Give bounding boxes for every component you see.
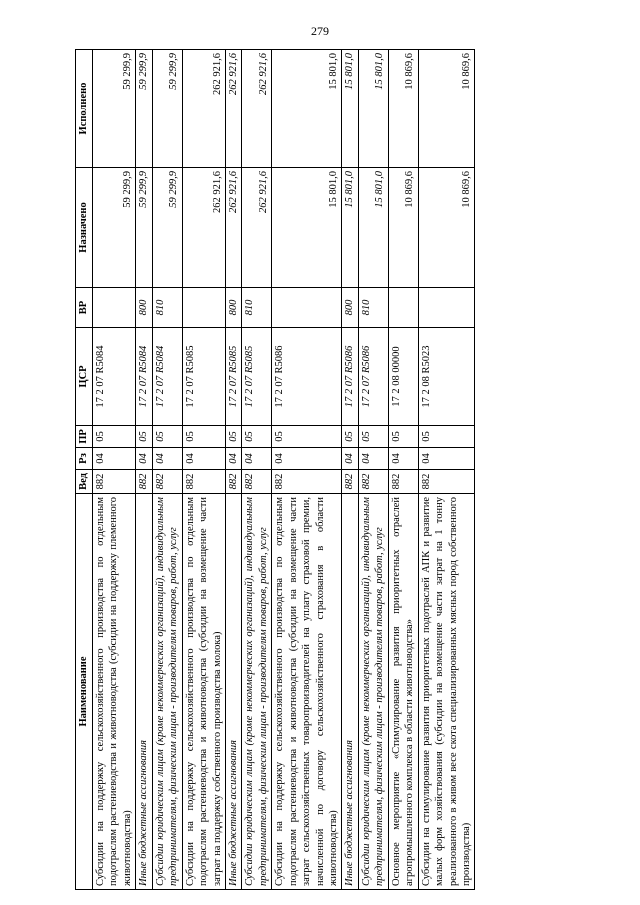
row-pr-cell: 05 bbox=[342, 426, 358, 448]
row-assigned-cell: 262 921,6 bbox=[225, 168, 241, 288]
row-vr-cell bbox=[388, 288, 418, 328]
row-ved-cell: 882 bbox=[272, 470, 342, 494]
row-rz-cell: 04 bbox=[93, 448, 136, 470]
row-assigned-cell: 10 869,6 bbox=[418, 168, 475, 288]
row-csr-cell: 17 2 08 00000 bbox=[388, 328, 418, 426]
row-pr-cell: 05 bbox=[93, 426, 136, 448]
row-executed-cell: 262 921,6 bbox=[225, 50, 241, 168]
row-rz-cell: 04 bbox=[272, 448, 342, 470]
row-assigned-cell: 15 801,0 bbox=[358, 168, 388, 288]
row-name-cell: Субсидии на стимулирование развития приоритетных подотраслей АПК и развитие малых форм хозяйствования (субсидии на возмещение части затрат на 1 тонну реализованного в живом весе скота специализированных мясных пород собственного производства) bbox=[418, 494, 475, 890]
table-row bbox=[225, 50, 241, 890]
row-ved-cell: 882 bbox=[342, 470, 358, 494]
row-ved-cell: 882 bbox=[358, 470, 388, 494]
page-number: 279 bbox=[311, 24, 329, 38]
row-ved-cell: 882 bbox=[182, 470, 225, 494]
row-ved-cell: 882 bbox=[225, 470, 241, 494]
table-row bbox=[152, 50, 182, 890]
row-executed-cell: 10 869,6 bbox=[388, 50, 418, 168]
row-vr-cell: 800 bbox=[225, 288, 241, 328]
row-vr-cell bbox=[93, 288, 136, 328]
table-row bbox=[342, 50, 358, 890]
row-pr-cell: 05 bbox=[358, 426, 388, 448]
budget-table bbox=[75, 49, 475, 890]
row-pr-cell: 05 bbox=[182, 426, 225, 448]
row-executed-cell: 15 801,0 bbox=[358, 50, 388, 168]
row-name-cell: Субсидии юридическим лицам (кроме некоммерческих организаций), индивидуальным предпринимателям, физическим лицам - производителям товаров, работ, услуг bbox=[358, 494, 388, 890]
row-rz-cell: 04 bbox=[388, 448, 418, 470]
row-assigned-cell: 15 801,0 bbox=[272, 168, 342, 288]
header-pr: ПР bbox=[76, 426, 93, 448]
header-assigned: Назначено bbox=[76, 168, 93, 288]
row-assigned-cell: 10 869,6 bbox=[388, 168, 418, 288]
row-rz-cell: 04 bbox=[418, 448, 475, 470]
header-executed: Исполнено bbox=[76, 50, 93, 168]
row-executed-cell: 262 921,6 bbox=[182, 50, 225, 168]
row-assigned-cell: 262 921,6 bbox=[182, 168, 225, 288]
row-vr-cell bbox=[272, 288, 342, 328]
row-rz-cell: 04 bbox=[358, 448, 388, 470]
row-csr-cell: 17 2 08 R5023 bbox=[418, 328, 475, 426]
header-vr: ВР bbox=[76, 288, 93, 328]
table-row bbox=[418, 50, 475, 890]
table-row bbox=[358, 50, 388, 890]
row-csr-cell: 17 2 07 R5086 bbox=[272, 328, 342, 426]
row-csr-cell: 17 2 07 R5084 bbox=[152, 328, 182, 426]
row-pr-cell: 05 bbox=[225, 426, 241, 448]
header-name: Наименование bbox=[76, 494, 93, 890]
table-row bbox=[272, 50, 342, 890]
row-ved-cell: 882 bbox=[418, 470, 475, 494]
row-csr-cell: 17 2 07 R5086 bbox=[342, 328, 358, 426]
row-pr-cell: 05 bbox=[152, 426, 182, 448]
row-executed-cell: 262 921,6 bbox=[242, 50, 272, 168]
header-rz: Рз bbox=[76, 448, 93, 470]
row-name-cell: Основное мероприятие «Стимулирование развития приоритетных отраслей агропромышленного комплекса в области животноводства» bbox=[388, 494, 418, 890]
row-assigned-cell: 262 921,6 bbox=[242, 168, 272, 288]
row-name-cell: Иные бюджетные ассигнования bbox=[342, 494, 358, 890]
row-ved-cell: 882 bbox=[152, 470, 182, 494]
row-ved-cell: 882 bbox=[388, 470, 418, 494]
row-csr-cell: 17 2 07 R5084 bbox=[93, 328, 136, 426]
row-pr-cell: 05 bbox=[388, 426, 418, 448]
row-rz-cell: 04 bbox=[225, 448, 241, 470]
row-name-cell: Субсидии юридическим лицам (кроме некоммерческих организаций), индивидуальным предпринимателям, физическим лицам - производителям товаров, работ, услуг bbox=[152, 494, 182, 890]
row-pr-cell: 05 bbox=[272, 426, 342, 448]
table-header-row bbox=[76, 50, 93, 890]
table-row bbox=[93, 50, 136, 890]
row-assigned-cell: 15 801,0 bbox=[342, 168, 358, 288]
row-csr-cell: 17 2 07 R5084 bbox=[136, 328, 152, 426]
rotated-table-container bbox=[75, 50, 565, 890]
row-name-cell: Иные бюджетные ассигнования bbox=[136, 494, 152, 890]
row-pr-cell: 05 bbox=[418, 426, 475, 448]
row-name-cell: Иные бюджетные ассигнования bbox=[225, 494, 241, 890]
row-csr-cell: 17 2 07 R5086 bbox=[358, 328, 388, 426]
table-row bbox=[242, 50, 272, 890]
row-executed-cell: 59 299,9 bbox=[93, 50, 136, 168]
row-vr-cell: 800 bbox=[136, 288, 152, 328]
row-rz-cell: 04 bbox=[182, 448, 225, 470]
row-executed-cell: 59 299,9 bbox=[136, 50, 152, 168]
row-vr-cell: 800 bbox=[342, 288, 358, 328]
row-rz-cell: 04 bbox=[242, 448, 272, 470]
row-rz-cell: 04 bbox=[136, 448, 152, 470]
header-ved: Вед bbox=[76, 470, 93, 494]
row-name-cell: Субсидии на поддержку сельскохозяйственного производства по отдельным подотраслям растениеводства и животноводства (субсидии на возмещение части затрат на поддержку собственного производства молока) bbox=[182, 494, 225, 890]
row-name-cell: Субсидии юридическим лицам (кроме некоммерческих организаций), индивидуальным предпринимателям, физическим лицам - производителям товаров, работ, услуг bbox=[242, 494, 272, 890]
row-name-cell: Субсидии на поддержку сельскохозяйственного производства по отдельным подотраслям растениеводства и животноводства (субсидии на возмещение части затрат сельскохозяйственных товаропроизводителей на уплату страховой премии, начисленной по договору сельскохозяйственного страхования в области животноводства) bbox=[272, 494, 342, 890]
row-rz-cell: 04 bbox=[152, 448, 182, 470]
row-csr-cell: 17 2 07 R5085 bbox=[182, 328, 225, 426]
table-row bbox=[388, 50, 418, 890]
row-executed-cell: 15 801,0 bbox=[342, 50, 358, 168]
row-ved-cell: 882 bbox=[136, 470, 152, 494]
table-row bbox=[182, 50, 225, 890]
row-pr-cell: 05 bbox=[242, 426, 272, 448]
table-row bbox=[136, 50, 152, 890]
row-vr-cell: 810 bbox=[242, 288, 272, 328]
row-ved-cell: 882 bbox=[93, 470, 136, 494]
row-assigned-cell: 59 299,9 bbox=[136, 168, 152, 288]
row-executed-cell: 10 869,6 bbox=[418, 50, 475, 168]
row-assigned-cell: 59 299,9 bbox=[152, 168, 182, 288]
row-pr-cell: 05 bbox=[136, 426, 152, 448]
row-vr-cell bbox=[182, 288, 225, 328]
row-name-cell: Субсидии на поддержку сельскохозяйственного производства по отдельным подотраслям растениеводства и животноводства (субсидии на поддержку племенного животноводства) bbox=[93, 494, 136, 890]
row-executed-cell: 15 801,0 bbox=[272, 50, 342, 168]
header-csr: ЦСР bbox=[76, 328, 93, 426]
row-vr-cell: 810 bbox=[152, 288, 182, 328]
row-assigned-cell: 59 299,9 bbox=[93, 168, 136, 288]
row-csr-cell: 17 2 07 R5085 bbox=[225, 328, 241, 426]
row-vr-cell: 810 bbox=[358, 288, 388, 328]
row-ved-cell: 882 bbox=[242, 470, 272, 494]
row-vr-cell bbox=[418, 288, 475, 328]
row-rz-cell: 04 bbox=[342, 448, 358, 470]
row-csr-cell: 17 2 07 R5085 bbox=[242, 328, 272, 426]
row-executed-cell: 59 299,9 bbox=[152, 50, 182, 168]
